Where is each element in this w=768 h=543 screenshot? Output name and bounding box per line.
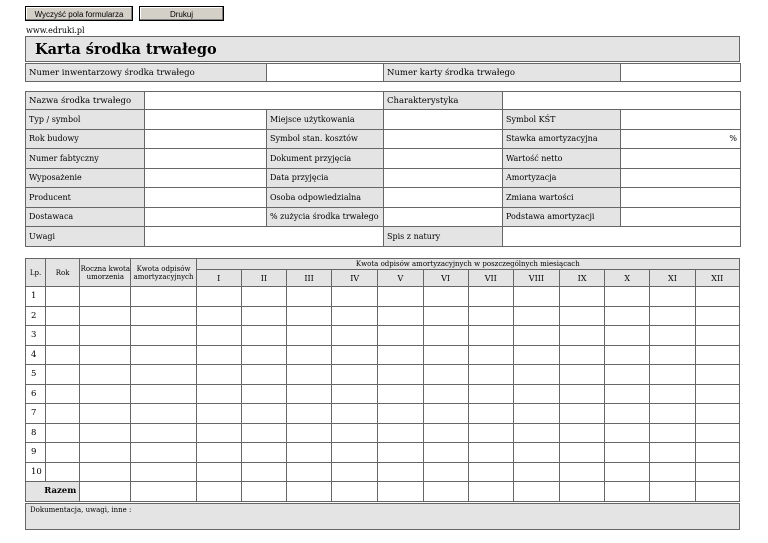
detail-field[interactable] bbox=[145, 129, 267, 149]
detail-field[interactable] bbox=[145, 168, 267, 188]
remarks-label: Uwagi bbox=[26, 227, 145, 247]
amortization-cell[interactable] bbox=[46, 306, 80, 326]
amortization-cell[interactable] bbox=[378, 345, 423, 365]
detail-field[interactable] bbox=[384, 168, 503, 188]
amortization-cell[interactable] bbox=[650, 287, 695, 307]
amortization-cell[interactable] bbox=[241, 443, 286, 463]
total-month-cell[interactable] bbox=[513, 482, 559, 502]
amortization-cell[interactable] bbox=[80, 462, 131, 482]
amortization-cell[interactable] bbox=[468, 326, 513, 346]
total-month-cell[interactable] bbox=[423, 482, 468, 502]
amortization-cell[interactable] bbox=[241, 365, 286, 385]
amortization-cell[interactable] bbox=[286, 462, 331, 482]
amortization-row bbox=[26, 326, 740, 346]
total-month-cell[interactable] bbox=[605, 482, 650, 502]
amortization-cell[interactable] bbox=[513, 443, 559, 463]
amortization-cell[interactable] bbox=[196, 462, 241, 482]
amortization-cell[interactable] bbox=[605, 345, 650, 365]
amortization-cell[interactable] bbox=[80, 306, 131, 326]
month-header: X bbox=[605, 270, 650, 287]
detail-field[interactable] bbox=[384, 207, 503, 227]
col-amount-header: Kwota odpisów amortyzacyjnych bbox=[131, 259, 196, 287]
amortization-cell[interactable] bbox=[241, 404, 286, 424]
row-number: 9 bbox=[26, 443, 46, 463]
amortization-row bbox=[26, 306, 740, 326]
depreciation-rate-field[interactable]: % bbox=[621, 129, 741, 149]
amortization-cell[interactable] bbox=[468, 384, 513, 404]
amortization-cell[interactable] bbox=[332, 287, 378, 307]
detail-label: Symbol stan. kosztów bbox=[267, 129, 384, 149]
month-header: IV bbox=[332, 270, 378, 287]
amortization-cell[interactable] bbox=[423, 423, 468, 443]
card-number-field[interactable] bbox=[621, 64, 741, 82]
amortization-cell[interactable] bbox=[513, 306, 559, 326]
amortization-cell[interactable] bbox=[513, 404, 559, 424]
amortization-row bbox=[26, 443, 740, 463]
amortization-cell[interactable] bbox=[468, 306, 513, 326]
detail-field[interactable] bbox=[621, 168, 741, 188]
detail-label: Rok budowy bbox=[26, 129, 145, 149]
row-number: 6 bbox=[26, 384, 46, 404]
clear-form-button[interactable]: Wyczyść pola formularza bbox=[25, 6, 133, 21]
amortization-cell[interactable] bbox=[241, 462, 286, 482]
detail-field[interactable] bbox=[621, 110, 741, 130]
col-year-header: Rok bbox=[46, 259, 80, 287]
amortization-cell[interactable] bbox=[560, 384, 605, 404]
detail-field[interactable] bbox=[621, 188, 741, 208]
amortization-cell[interactable] bbox=[241, 384, 286, 404]
amortization-cell[interactable] bbox=[46, 345, 80, 365]
amortization-cell[interactable] bbox=[80, 404, 131, 424]
amortization-cell[interactable] bbox=[286, 443, 331, 463]
detail-label: Zmiana wartości bbox=[503, 188, 621, 208]
amortization-cell[interactable] bbox=[513, 462, 559, 482]
amortization-cell[interactable] bbox=[695, 423, 739, 443]
amortization-cell[interactable] bbox=[513, 345, 559, 365]
characteristic-label: Charakterystyka bbox=[384, 92, 503, 110]
amortization-cell[interactable] bbox=[650, 462, 695, 482]
amortization-cell[interactable] bbox=[513, 423, 559, 443]
detail-label: Stawka amortyzacyjna bbox=[503, 129, 621, 149]
amortization-cell[interactable] bbox=[378, 462, 423, 482]
total-month-cell[interactable] bbox=[196, 482, 241, 502]
amortization-cell[interactable] bbox=[650, 443, 695, 463]
amortization-cell[interactable] bbox=[196, 365, 241, 385]
amortization-cell[interactable] bbox=[695, 306, 739, 326]
inventory-number-label: Numer inwentarzowy środka trwałego bbox=[26, 64, 267, 82]
row-number: 4 bbox=[26, 345, 46, 365]
amortization-cell[interactable] bbox=[196, 423, 241, 443]
detail-label: Data przyjęcia bbox=[267, 168, 384, 188]
amortization-cell[interactable] bbox=[560, 404, 605, 424]
amortization-cell[interactable] bbox=[423, 443, 468, 463]
amortization-cell[interactable] bbox=[332, 404, 378, 424]
amortization-cell[interactable] bbox=[378, 287, 423, 307]
detail-label: Symbol KŚT bbox=[503, 110, 621, 130]
amortization-cell[interactable] bbox=[378, 365, 423, 385]
amortization-cell[interactable] bbox=[131, 462, 196, 482]
amortization-row bbox=[26, 365, 740, 385]
asset-name-field[interactable] bbox=[145, 92, 384, 110]
amortization-row bbox=[26, 384, 740, 404]
amortization-cell[interactable] bbox=[650, 306, 695, 326]
amortization-cell[interactable] bbox=[131, 443, 196, 463]
amortization-cell[interactable] bbox=[196, 306, 241, 326]
detail-field[interactable] bbox=[145, 149, 267, 169]
amortization-cell[interactable] bbox=[80, 443, 131, 463]
amortization-row bbox=[26, 462, 740, 482]
amortization-cell[interactable] bbox=[286, 404, 331, 424]
amortization-cell[interactable] bbox=[695, 287, 739, 307]
amortization-cell[interactable] bbox=[46, 384, 80, 404]
amortization-cell[interactable] bbox=[513, 326, 559, 346]
detail-field[interactable] bbox=[621, 207, 741, 227]
amortization-cell[interactable] bbox=[605, 326, 650, 346]
print-button[interactable]: Drukuj bbox=[139, 6, 224, 21]
amortization-cell[interactable] bbox=[241, 306, 286, 326]
amortization-cell[interactable] bbox=[605, 384, 650, 404]
identification-table bbox=[25, 63, 741, 82]
detail-field[interactable] bbox=[145, 110, 267, 130]
total-month-cell[interactable] bbox=[650, 482, 695, 502]
details-table bbox=[25, 91, 741, 247]
amortization-cell[interactable] bbox=[196, 287, 241, 307]
inventory-check-field[interactable] bbox=[503, 227, 741, 247]
amortization-cell[interactable] bbox=[80, 345, 131, 365]
amortization-cell[interactable] bbox=[695, 443, 739, 463]
amortization-cell[interactable] bbox=[513, 287, 559, 307]
amortization-cell[interactable] bbox=[695, 345, 739, 365]
amortization-cell[interactable] bbox=[286, 326, 331, 346]
amortization-cell[interactable] bbox=[605, 365, 650, 385]
amortization-cell[interactable] bbox=[332, 345, 378, 365]
detail-label: Typ / symbol bbox=[26, 110, 145, 130]
amortization-cell[interactable] bbox=[650, 384, 695, 404]
detail-field[interactable] bbox=[384, 110, 503, 130]
amortization-cell[interactable] bbox=[46, 365, 80, 385]
amortization-cell[interactable] bbox=[241, 326, 286, 346]
amortization-table bbox=[25, 258, 740, 502]
amortization-cell[interactable] bbox=[196, 345, 241, 365]
amortization-row bbox=[26, 345, 740, 365]
amortization-cell[interactable] bbox=[286, 287, 331, 307]
amortization-cell[interactable] bbox=[423, 404, 468, 424]
amortization-cell[interactable] bbox=[650, 423, 695, 443]
amortization-cell[interactable] bbox=[423, 287, 468, 307]
amortization-cell[interactable] bbox=[650, 365, 695, 385]
amortization-cell[interactable] bbox=[286, 306, 331, 326]
amortization-cell[interactable] bbox=[468, 365, 513, 385]
amortization-cell[interactable] bbox=[332, 462, 378, 482]
amortization-cell[interactable] bbox=[131, 287, 196, 307]
amortization-cell[interactable] bbox=[423, 345, 468, 365]
amortization-cell[interactable] bbox=[332, 384, 378, 404]
amortization-cell[interactable] bbox=[513, 384, 559, 404]
amortization-cell[interactable] bbox=[560, 326, 605, 346]
amortization-cell[interactable] bbox=[423, 365, 468, 385]
amortization-cell[interactable] bbox=[605, 423, 650, 443]
documentation-notes[interactable]: Dokumentacja, uwagi, inne : bbox=[25, 503, 740, 530]
amortization-cell[interactable] bbox=[423, 384, 468, 404]
inventory-check-label: Spis z natury bbox=[384, 227, 503, 247]
detail-label: Producent bbox=[26, 188, 145, 208]
amortization-cell[interactable] bbox=[196, 384, 241, 404]
site-url: www.edruki.pl bbox=[26, 26, 85, 35]
amortization-cell[interactable] bbox=[378, 384, 423, 404]
amortization-cell[interactable] bbox=[46, 423, 80, 443]
amortization-cell[interactable] bbox=[695, 462, 739, 482]
amortization-cell[interactable] bbox=[468, 443, 513, 463]
total-month-cell[interactable] bbox=[241, 482, 286, 502]
detail-field[interactable] bbox=[384, 149, 503, 169]
amortization-cell[interactable] bbox=[560, 462, 605, 482]
amortization-cell[interactable] bbox=[650, 404, 695, 424]
detail-field[interactable] bbox=[384, 129, 503, 149]
amortization-cell[interactable] bbox=[286, 423, 331, 443]
amortization-cell[interactable] bbox=[332, 423, 378, 443]
month-header: XI bbox=[650, 270, 695, 287]
month-header: IX bbox=[560, 270, 605, 287]
amortization-cell[interactable] bbox=[131, 326, 196, 346]
inventory-number-field[interactable] bbox=[267, 64, 384, 82]
amortization-cell[interactable] bbox=[286, 384, 331, 404]
row-number: 10 bbox=[26, 462, 46, 482]
amortization-cell[interactable] bbox=[332, 326, 378, 346]
month-header: VII bbox=[468, 270, 513, 287]
amortization-cell[interactable] bbox=[560, 306, 605, 326]
amortization-row bbox=[26, 423, 740, 443]
row-number: 8 bbox=[26, 423, 46, 443]
amortization-cell[interactable] bbox=[695, 365, 739, 385]
amortization-cell[interactable] bbox=[131, 365, 196, 385]
amortization-cell[interactable] bbox=[196, 326, 241, 346]
amortization-cell[interactable] bbox=[80, 365, 131, 385]
month-header: I bbox=[196, 270, 241, 287]
total-month-cell[interactable] bbox=[286, 482, 331, 502]
amortization-cell[interactable] bbox=[80, 384, 131, 404]
amortization-cell[interactable] bbox=[560, 345, 605, 365]
amortization-cell[interactable] bbox=[286, 345, 331, 365]
total-month-cell[interactable] bbox=[378, 482, 423, 502]
amortization-cell[interactable] bbox=[46, 326, 80, 346]
amortization-cell[interactable] bbox=[468, 287, 513, 307]
row-number: 2 bbox=[26, 306, 46, 326]
amortization-cell[interactable] bbox=[46, 287, 80, 307]
detail-label: Osoba odpowiedzialna bbox=[267, 188, 384, 208]
card-number-label: Numer karty środka trwałego bbox=[384, 64, 621, 82]
total-amount-field[interactable] bbox=[131, 482, 196, 502]
amortization-cell[interactable] bbox=[560, 365, 605, 385]
amortization-cell[interactable] bbox=[468, 462, 513, 482]
total-month-cell[interactable] bbox=[332, 482, 378, 502]
month-header: V bbox=[378, 270, 423, 287]
characteristic-field[interactable] bbox=[503, 92, 741, 110]
amortization-cell[interactable] bbox=[695, 404, 739, 424]
month-header: XII bbox=[695, 270, 739, 287]
amortization-cell[interactable] bbox=[332, 365, 378, 385]
amortization-cell[interactable] bbox=[605, 443, 650, 463]
amortization-cell[interactable] bbox=[80, 423, 131, 443]
total-month-cell[interactable] bbox=[468, 482, 513, 502]
amortization-cell[interactable] bbox=[196, 404, 241, 424]
amortization-cell[interactable] bbox=[605, 462, 650, 482]
col-lp-header: Lp. bbox=[26, 259, 46, 287]
amortization-cell[interactable] bbox=[378, 306, 423, 326]
amortization-rows bbox=[26, 287, 740, 482]
detail-label: Numer fabtyczny bbox=[26, 149, 145, 169]
amortization-cell[interactable] bbox=[605, 287, 650, 307]
detail-field[interactable] bbox=[145, 188, 267, 208]
amortization-cell[interactable] bbox=[131, 423, 196, 443]
amortization-cell[interactable] bbox=[513, 365, 559, 385]
detail-label: % zużycia środka trwałego bbox=[267, 207, 384, 227]
amortization-cell[interactable] bbox=[605, 306, 650, 326]
detail-field[interactable] bbox=[621, 149, 741, 169]
amortization-cell[interactable] bbox=[332, 443, 378, 463]
total-label: Razem bbox=[26, 482, 80, 502]
detail-label: Podstawa amortyzacji bbox=[503, 207, 621, 227]
amortization-cell[interactable] bbox=[46, 462, 80, 482]
amortization-cell[interactable] bbox=[560, 423, 605, 443]
amortization-row bbox=[26, 287, 740, 307]
amortization-cell[interactable] bbox=[196, 443, 241, 463]
remarks-field[interactable] bbox=[145, 227, 384, 247]
detail-label: Miejsce użytkowania bbox=[267, 110, 384, 130]
amortization-cell[interactable] bbox=[131, 404, 196, 424]
total-month-cell[interactable] bbox=[695, 482, 739, 502]
amortization-cell[interactable] bbox=[46, 404, 80, 424]
amortization-cell[interactable] bbox=[286, 365, 331, 385]
detail-label: Amortyzacja bbox=[503, 168, 621, 188]
amortization-cell[interactable] bbox=[560, 287, 605, 307]
amortization-cell[interactable] bbox=[80, 287, 131, 307]
amortization-cell[interactable] bbox=[695, 326, 739, 346]
detail-label: Wyposażenie bbox=[26, 168, 145, 188]
amortization-cell[interactable] bbox=[131, 345, 196, 365]
amortization-cell[interactable] bbox=[650, 326, 695, 346]
total-month-cell[interactable] bbox=[560, 482, 605, 502]
amortization-row bbox=[26, 404, 740, 424]
amortization-cell[interactable] bbox=[650, 345, 695, 365]
amortization-cell[interactable] bbox=[560, 443, 605, 463]
amortization-cell[interactable] bbox=[131, 306, 196, 326]
amortization-cell[interactable] bbox=[468, 404, 513, 424]
total-annual-field[interactable] bbox=[80, 482, 131, 502]
amortization-cell[interactable] bbox=[80, 326, 131, 346]
row-number: 5 bbox=[26, 365, 46, 385]
amortization-cell[interactable] bbox=[423, 306, 468, 326]
amortization-cell[interactable] bbox=[605, 404, 650, 424]
month-header: III bbox=[286, 270, 331, 287]
month-header: VIII bbox=[513, 270, 559, 287]
amortization-cell[interactable] bbox=[423, 326, 468, 346]
detail-label: Dokument przyjęcia bbox=[267, 149, 384, 169]
amortization-cell[interactable] bbox=[468, 345, 513, 365]
amortization-cell[interactable] bbox=[241, 287, 286, 307]
detail-field[interactable] bbox=[384, 188, 503, 208]
detail-field[interactable] bbox=[145, 207, 267, 227]
monthly-header: Kwota odpisów amortyzacyjnych w poszczególnych miesiącach bbox=[196, 259, 739, 270]
amortization-cell[interactable] bbox=[378, 443, 423, 463]
amortization-cell[interactable] bbox=[332, 306, 378, 326]
amortization-cell[interactable] bbox=[378, 423, 423, 443]
row-number: 1 bbox=[26, 287, 46, 307]
row-number: 3 bbox=[26, 326, 46, 346]
month-header: VI bbox=[423, 270, 468, 287]
amortization-cell[interactable] bbox=[423, 462, 468, 482]
amortization-cell[interactable] bbox=[131, 384, 196, 404]
amortization-cell[interactable] bbox=[241, 345, 286, 365]
amortization-cell[interactable] bbox=[695, 384, 739, 404]
col-annual-header: Roczna kwota umorzenia bbox=[80, 259, 131, 287]
amortization-cell[interactable] bbox=[241, 423, 286, 443]
amortization-cell[interactable] bbox=[46, 443, 80, 463]
amortization-cell[interactable] bbox=[378, 326, 423, 346]
amortization-cell[interactable] bbox=[378, 404, 423, 424]
asset-name-label: Nazwa środka trwałego bbox=[26, 92, 145, 110]
detail-label: Dostawaca bbox=[26, 207, 145, 227]
amortization-cell[interactable] bbox=[468, 423, 513, 443]
row-number: 7 bbox=[26, 404, 46, 424]
month-header: II bbox=[241, 270, 286, 287]
detail-label: Wartość netto bbox=[503, 149, 621, 169]
page-title: Karta środka trwałego bbox=[25, 36, 740, 62]
